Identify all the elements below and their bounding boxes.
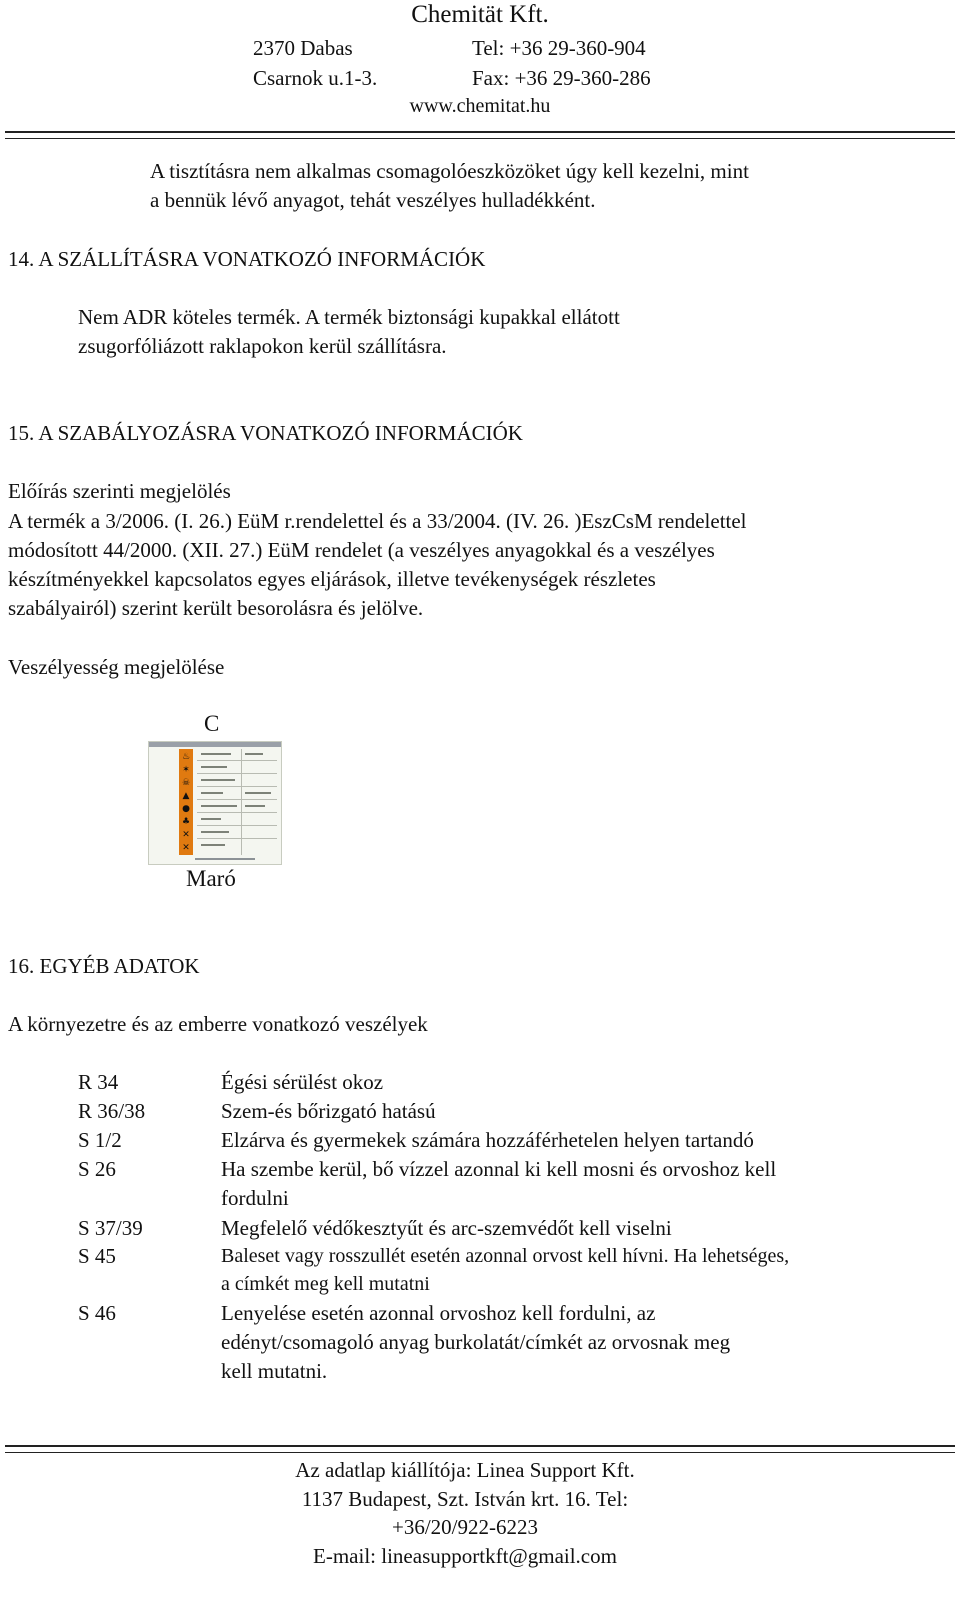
header-website[interactable]: www.chemitat.hu [409,95,551,117]
footer-email[interactable]: E-mail: lineasupportkft@gmail.com [313,1544,617,1568]
image-caption-bar [195,858,255,860]
section14-line-2: zsugorfóliázott raklapokon kerül szállításra. [78,334,447,358]
phrase-text: edényt/csomagoló anyag burkolatát/címkét az orvosnak meg [221,1330,731,1354]
table-rule [197,773,277,774]
section14-heading: 14. A SZÁLLÍTÁSRA VONATKOZÓ INFORMÁCIÓK [8,247,486,271]
header-divider [5,131,955,139]
harmful-icon: ✕ [182,830,190,840]
footer-phone: +36/20/922-6223 [391,1515,538,1539]
section15-text-line: módosított 44/2000. (XII. 27.) EüM rendelet (a veszélyes anyagokkal és a veszélyes [8,538,715,562]
section15-heading: 15. A SZABÁLYOZÁSRA VONATKOZÓ INFORMÁCIÓK [8,421,523,445]
phrase-text: Szem-és bőrizgató hatású [221,1099,436,1123]
table-text [201,753,231,755]
image-top-bar [149,742,281,747]
header-tel: Tel: +36 29-360-904 [472,36,646,60]
section15-text-line: A termék a 3/2006. (I. 26.) EüM r.rendelettel és a 33/2004. (IV. 26. )EszCsM rendelettel [8,509,747,533]
section13-line-2: a bennük lévő anyagot, tehát veszélyes hulladékként. [150,188,596,212]
phrase-code: R 36/38 [78,1099,146,1123]
phrase-text: kell mutatni. [221,1359,328,1383]
flame-icon: ♨ [181,752,191,762]
explosion-icon: ✶ [182,765,190,775]
phrase-code: S 37/39 [78,1216,143,1240]
table-text [245,792,271,794]
section15-text-line: szabályairól) szerint került besorolásra és jelölve. [8,596,424,620]
table-rule [197,812,277,813]
table-text [201,792,223,794]
hazard-code: C [204,711,220,736]
table-text [201,818,221,820]
table-divider [241,749,242,855]
phrase-code: S 26 [78,1157,116,1181]
phrase-text: fordulni [221,1186,289,1210]
footer-divider [5,1445,955,1453]
table-text [245,753,263,755]
table-rule [197,786,277,787]
header-city: 2370 Dabas [253,36,353,60]
phrase-code: S 1/2 [78,1128,122,1152]
skull-icon: ☠ [181,778,191,788]
corrosion-icon: ▲ [182,791,190,801]
table-text [201,831,229,833]
table-text [201,844,225,846]
footer-issuer: Az adatlap kiállítója: Linea Support Kft. [295,1458,635,1482]
table-text [201,805,237,807]
phrase-text: Megfelelő védőkesztyűt és arc-szemvédőt kell viselni [221,1216,672,1240]
phrase-text: Ha szembe kerül, bő vízzel azonnal ki kell mosni és orvoshoz kell [221,1157,777,1181]
footer-address: 1137 Budapest, Szt. István krt. 16. Tel: [301,1487,629,1511]
phrase-text: Elzárva és gyermekek számára hozzáférhetelen helyen tartandó [221,1128,754,1152]
environment-icon: ♣ [181,817,191,827]
table-text [201,766,227,768]
table-rule [197,825,277,826]
header-street: Csarnok u.1-3. [253,66,378,90]
oxidizer-icon: ● [182,804,190,814]
phrase-code: S 46 [78,1301,116,1325]
table-text [245,805,265,807]
irritant-icon: ✕ [182,843,190,853]
hazard-symbol-column [179,749,193,855]
header-fax: Fax: +36 29-360-286 [472,66,651,90]
phrase-text: Égési sérülést okoz [221,1070,384,1094]
phrase-text: Lenyelése esetén azonnal orvoshoz kell fordulni, az [221,1301,656,1325]
phrase-text: a címkét meg kell mutatni [221,1273,430,1295]
table-text [201,779,235,781]
table-rule [197,760,277,761]
section15-subheading: Előírás szerinti megjelölés [8,479,231,503]
phrase-code: R 34 [78,1070,119,1094]
hazard-name: Maró [186,866,236,891]
section16-heading: 16. EGYÉB ADATOK [8,954,200,978]
phrase-code: S 45 [78,1244,116,1268]
hazard-label: Veszélyesség megjelölése [8,655,225,679]
table-rule [197,838,277,839]
section15-text-line: készítményekkel kapcsolatos egyes eljárások, illetve tevékenységek részletes [8,567,656,591]
table-rule [197,799,277,800]
section13-line-1: A tisztításra nem alkalmas csomagolóeszközöket úgy kell kezelni, mint [150,159,749,183]
phrase-text: Baleset vagy rosszullét esetén azonnal orvost kell hívni. Ha lehetséges, [221,1245,790,1267]
company-name: Chemität Kft. [411,1,549,28]
section16-subheading: A környezetre és az emberre vonatkozó veszélyek [8,1012,428,1036]
hazard-symbol-image [148,741,282,865]
section14-line-1: Nem ADR köteles termék. A termék biztonsági kupakkal ellátott [78,305,620,329]
